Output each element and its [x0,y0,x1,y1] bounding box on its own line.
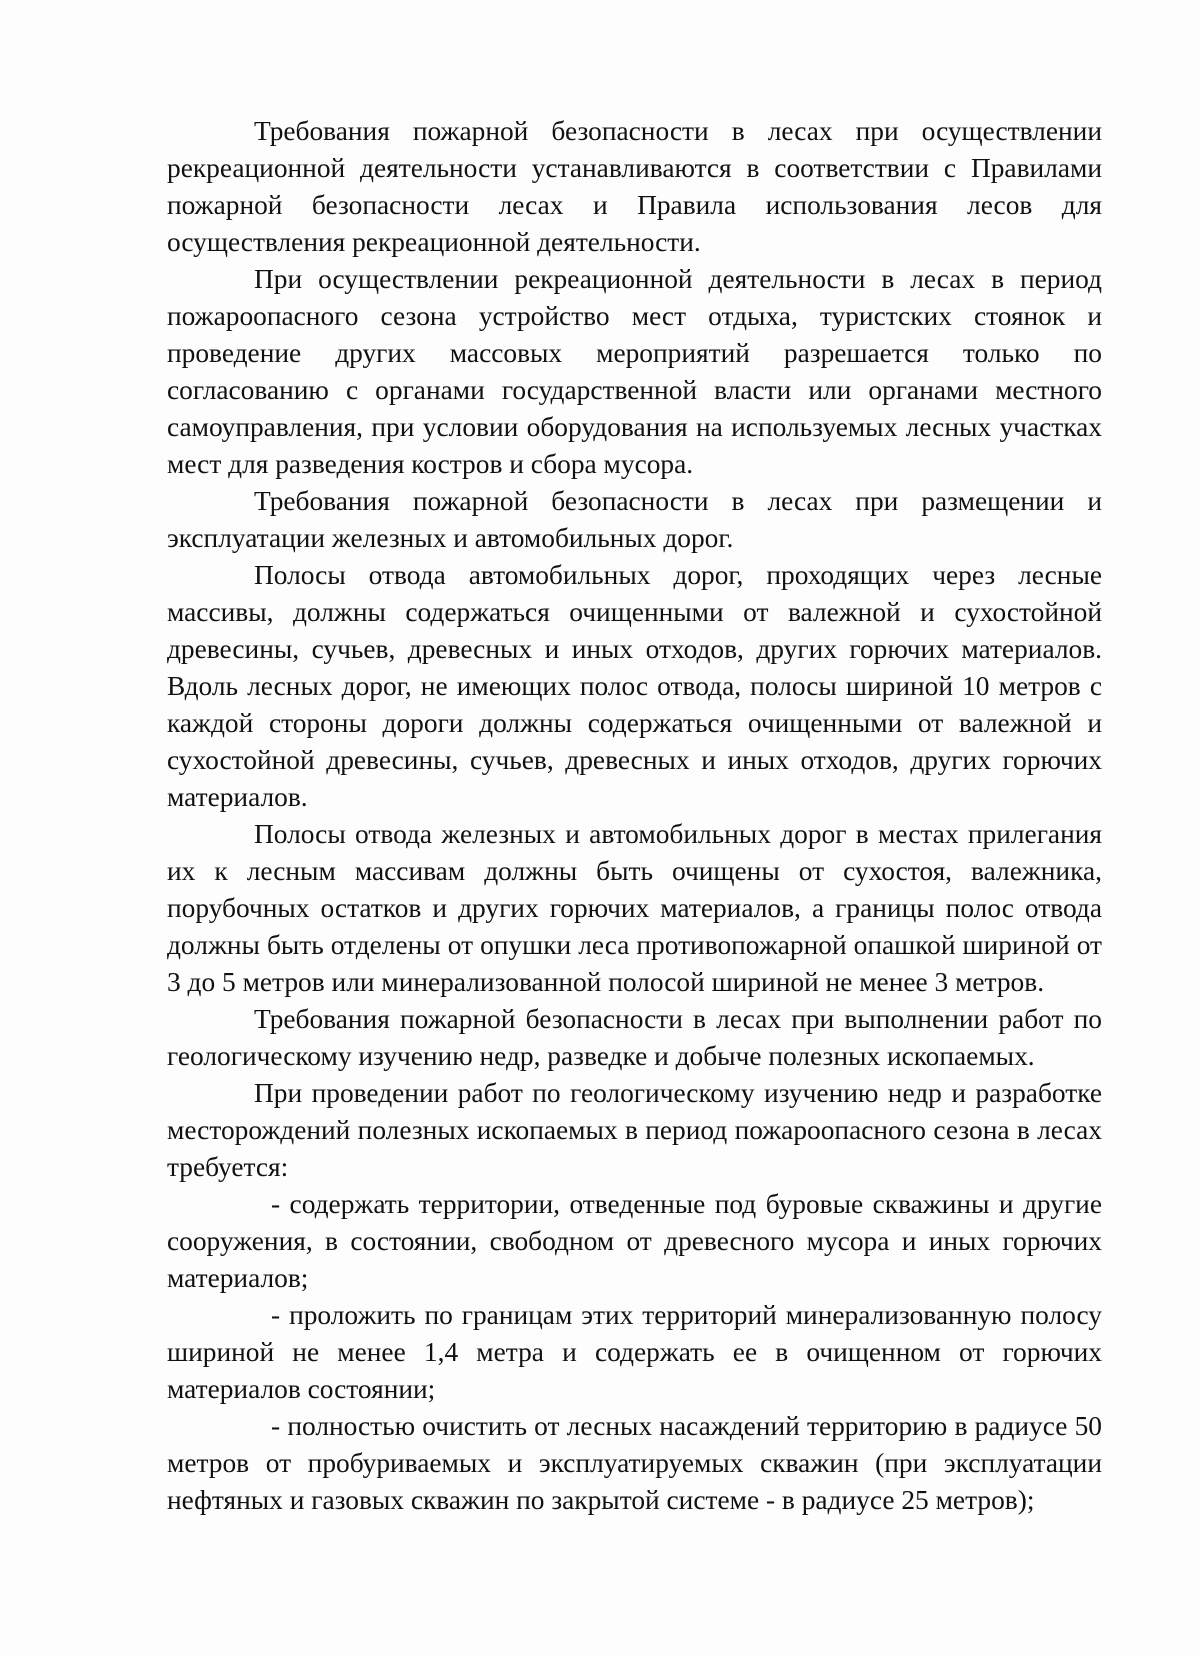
list-item: - полностью очистить от лесных насаждений территорию в радиусе 50 метров от пробуриваемых и эксплуатируемых скважин (при эксплуатации нефтяных и газовых скважин по закрытой системе - в радиусе 25 метров); [167,1411,1102,1515]
paragraph-geology-requirements: Требования пожарной безопасности в лесах при выполнении работ по геологическому изучению недр, разведке и добыче полезных ископаемых. [167,1004,1102,1071]
paragraph-geology-works: При проведении работ по геологическому изучению недр и разработке месторождений полезных ископаемых в период пожароопасного сезона в лесах требуется: [167,1078,1102,1182]
paragraph-roads-requirements: Требования пожарной безопасности в лесах при размещении и эксплуатации железных и автомобильных дорог. [167,486,1102,553]
list-item: - проложить по границам этих территорий минерализованную полосу шириной не менее 1,4 метра и содержать ее в очищенном от горючих материалов состоянии; [167,1300,1102,1404]
paragraph-road-strips: Полосы отвода автомобильных дорог, проходящих через лесные массивы, должны содержаться очищенными от валежной и сухостойной древесины, сучьев, древесных и иных отходов, других горючих материалов. Вдоль лесных дорог, не имеющих полос отвода, полосы шириной 10 метров с каждой стороны дороги должны содержаться очищенными от валежной и сухостойной древесины, сучьев, древесных и иных отходов, других горючих материалов. [167,560,1102,812]
paragraph-recreation-requirements: Требования пожарной безопасности в лесах при осуществлении рекреационной деятельности устанавливаются в соответствии с Правилами пожарной безопасности лесах и Правила использования лесов для осуществления рекреационной деятельности. [167,116,1102,257]
paragraph-recreation-fire-season: При осуществлении рекреационной деятельности в лесах в период пожароопасного сезона устройство мест отдыха, туристских стоянок и проведение других массовых мероприятий разрешается только по согласованию с органами государственной власти или органами местного самоуправления, при условии оборудования на используемых лесных участках мест для разведения костров и сбора мусора. [167,264,1102,479]
list-item: - содержать территории, отведенные под буровые скважины и другие сооружения, в состоянии, свободном от древесного мусора и иных горючих материалов; [167,1189,1102,1293]
paragraph-railway-strips: Полосы отвода железных и автомобильных дорог в местах прилегания их к лесным массивам должны быть очищены от сухостоя, валежника, порубочных остатков и других горючих материалов, а границы полос отвода должны быть отделены от опушки леса противопожарной опашкой шириной от 3 до 5 метров или минерализованной полосой шириной не менее 3 метров. [167,819,1102,997]
document-body [167,113,1102,1519]
